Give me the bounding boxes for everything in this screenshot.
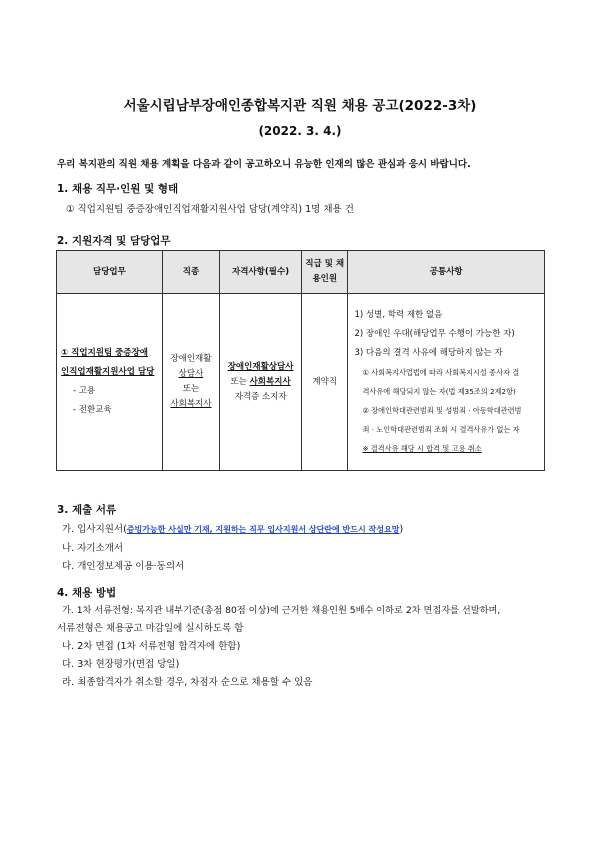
header-qual: 자격사항(필수) [220,251,302,294]
section3-item1 [62,521,403,535]
section2-heading: 2. 지원자격 및 담당업무 [57,235,171,247]
qual-or: 또는 [230,376,250,387]
qual-social: 사회복지사 [249,376,291,387]
job-line: 또는 [182,384,200,394]
intro-text: 우리 복지관의 직원 채용 계획을 다음과 같이 공고하오니 유능한 인재의 많은 관심과 응시 바랍니다. [57,159,471,170]
common-small-line: 죄 · 노인학대관련범죄 조회 시 결격사유가 없는 자 [362,425,520,434]
qual-line3: 자격증 소지자 [234,391,287,402]
section4-line5: 라. 최종합격자가 취소할 경우, 차점자 순으로 채용할 수 있음 [62,677,313,688]
section1-heading: 1. 채용 직무·인원 및 형태 [57,183,179,195]
section4-line3: 나. 2차 면접 (1차 서류전형 합격자에 한함) [62,641,241,652]
section4-line1: 가. 1차 서류전형: 복지관 내부기준(총점 80점 이상)에 근거한 채용인원 5배수 이하로 2차 면접자를 선발하며, [62,605,501,616]
job-line: 사회복지사 [170,399,212,409]
section4-line2: 서류전형은 채용공고 마감일에 실시하도록 함 [57,623,244,634]
qual-line2 [220,375,301,390]
duty-cell [57,294,163,471]
qualification-table [56,250,545,471]
header-common: 공통사항 [348,251,545,294]
common-small-line: 격사유에 해당되지 않는 자(법 제35조의 2제2항) [362,387,516,396]
section3-item3: 다. 개인정보제공 이용·동의서 [62,561,185,572]
rank-cell: 계약직 [302,294,348,471]
job-cell [162,294,219,471]
header-duty: 담당업무 [57,251,163,294]
common-cell [348,294,545,471]
header-job: 직종 [162,251,219,294]
qual-line1: 장애인재활상담사 [227,361,294,372]
section3-item1-highlight: 증빙가능한 사실만 기재, 지원하는 직무 입사지원서 상단란에 반드시 작성요망 [126,525,400,534]
duty-title-2: 인직업재활지원사업 담당 [61,367,155,377]
header-rank: 직급 및 채용인원 [302,251,348,294]
section3-item1-pre: 가. 입사지원서( [62,524,127,535]
common-note: ※ 결격사유 해당 시 합격 및 고용 취소 [362,444,482,453]
section3-item2: 나. 자기소개서 [62,543,124,554]
job-line: 상담사 [178,369,204,379]
qual-cell [220,294,302,471]
section1-line: ① 직업지원팀 중증장애인직업재활지원사업 담당(계약직) 1명 채용 건 [66,204,354,215]
page-title: 서울시립남부장애인종합복지관 직원 채용 공고(2022-3차) [123,98,477,114]
common-line: 3) 다음의 결격 사유에 해당하지 않는 자 [354,348,503,358]
job-line: 장애인재활 [170,354,212,364]
common-line: 1) 성별, 학력 제한 없음 [354,310,443,320]
common-line: 2) 장애인 우대(해당업무 수행이 가능한 자) [354,329,515,339]
section3-item1-post: ) [399,524,404,535]
section3-heading: 3. 제출 서류 [57,504,117,516]
common-small-line: ② 장애인학대관련범죄 및 성범죄 · 아동학대관련범 [362,406,522,415]
duty-title-1: ① 직업지원팀 중증장애 [61,348,149,358]
duty-item: - 전환교육 [73,405,112,415]
announcement-date: (2022. 3. 4.) [258,124,342,138]
common-small-line: ① 사회복지사업법에 따라 사회복지시설 종사자 결 [362,368,520,377]
section4-line4: 다. 3차 현장평가(면접 당일) [62,659,180,670]
duty-item: - 고용 [73,386,96,396]
section4-heading: 4. 채용 방법 [57,587,117,599]
